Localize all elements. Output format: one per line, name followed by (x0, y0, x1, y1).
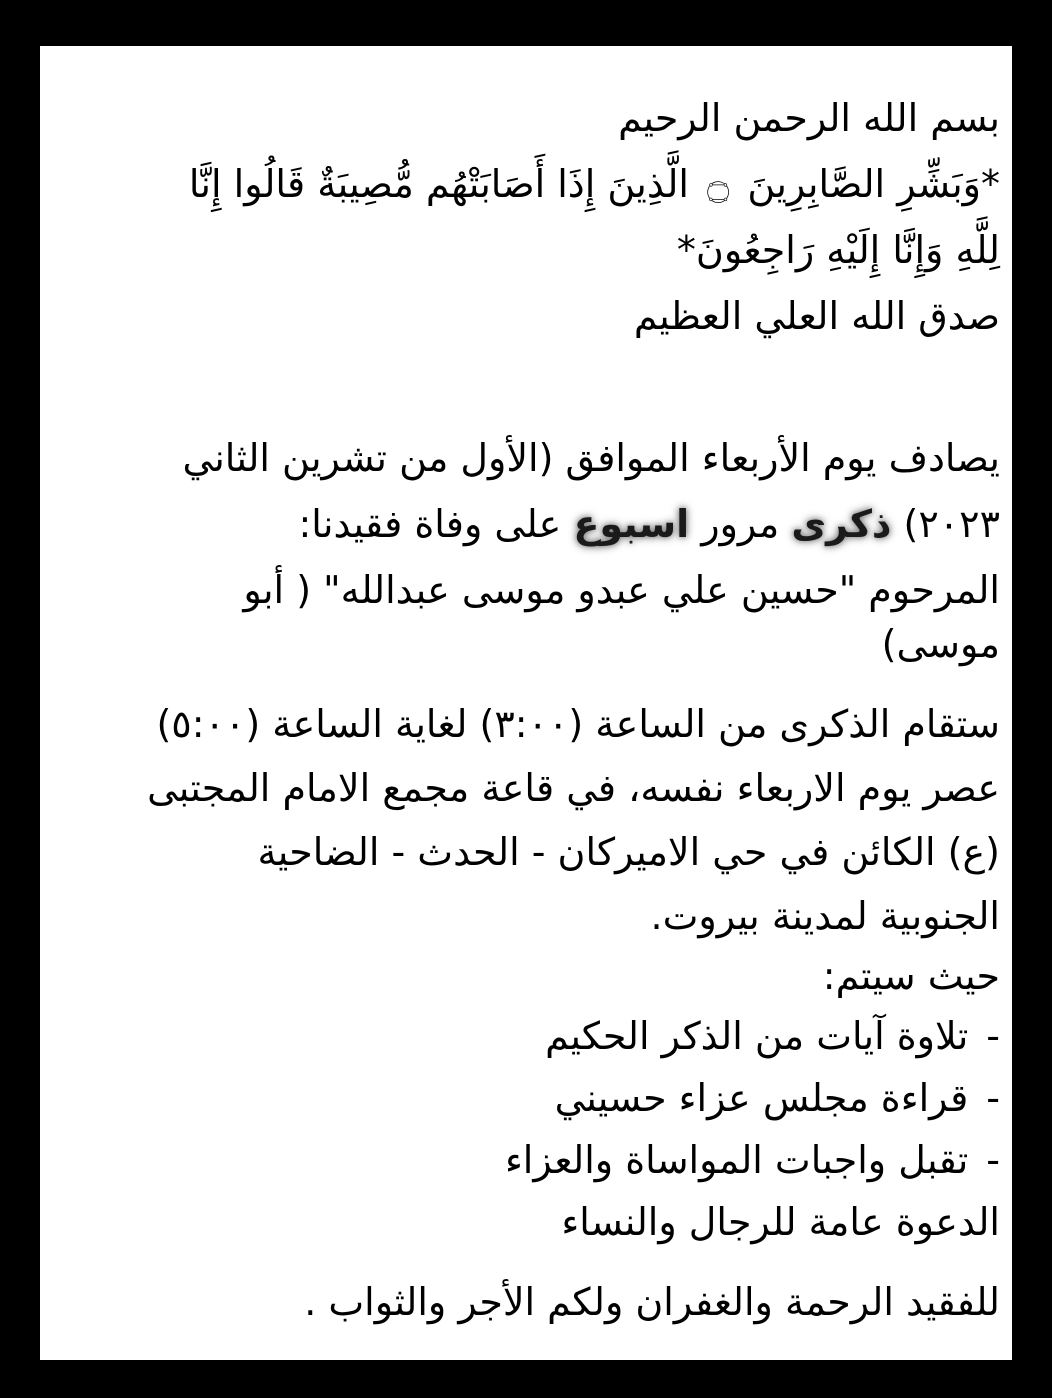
program-heading: حيث سيتم: (822, 954, 1000, 998)
quran-verse-line-1 (48, 152, 1000, 216)
announcement-bottom-panel (40, 674, 1012, 1360)
bullet-dash: - (986, 1076, 1000, 1120)
program-item-text: قراءة مجلس عزاء حسيني (554, 1076, 969, 1120)
announcement-ala-wafat: على وفاة فقيدنا: (298, 502, 562, 546)
announcement-top-panel (40, 46, 1012, 674)
program-item-text: تلاوة آيات من الذكر الحكيم (545, 1014, 969, 1058)
verse-part-b: الَّذِينَ إِذَا أَصَابَتْهُم مُّصِيبَةٌ قَالُوا إِنَّا (188, 162, 689, 206)
announcement-line-1: يصادف يوم الأربعاء الموافق (الأول من تشرين الثاني (182, 436, 1000, 480)
condolence-line: للفقيد الرحمة والغفران ولكم الأجر والثواب . (304, 1280, 1000, 1324)
program-item-text: تقبل واجبات المواساة والعزاء (504, 1138, 969, 1182)
announcement-line-2 (48, 492, 1000, 556)
deceased-name-line-1: المرحوم "حسين علي عبدو موسى عبدالله" ( أبو (243, 568, 1000, 612)
details-line-3: (ع) الكائن في حي الاميركان - الحدث - الضاحية (257, 830, 1000, 874)
details-line-4: الجنوبية لمدينة بيروت. (650, 894, 1000, 938)
verse-closing: صدق الله العلي العظيم (633, 294, 1000, 338)
basmala: بسم الله الرحمن الرحيم (618, 96, 1000, 140)
verse-part-a: *وَبَشِّرِ الصَّابِرِينَ (747, 162, 1000, 206)
verse-end-marker: ۝ (707, 162, 730, 206)
bullet-dash: - (986, 1138, 1000, 1182)
announcement-year: ٢٠٢٣) (903, 502, 1000, 546)
announcement-murur: مرور (701, 502, 780, 546)
invitation-line: الدعوة عامة للرجال والنساء (561, 1200, 1000, 1244)
quran-verse-line-2: لِلَّهِ وَإِنَّا إِلَيْهِ رَاجِعُونَ* (676, 228, 1000, 272)
program-item (505, 1128, 1000, 1192)
highlight-word-dhikra: ذكرى (791, 502, 892, 546)
bullet-dash: - (986, 1014, 1000, 1058)
details-line-2: عصر يوم الاربعاء نفسه، في قاعة مجمع الامام المجتبى (147, 766, 1000, 810)
program-item (545, 1004, 1000, 1068)
deceased-name-line-2: موسى) (881, 622, 1000, 666)
program-item (555, 1066, 1000, 1130)
details-line-1: ستقام الذكرى من الساعة (٣:٠٠) لغاية الساعة (٥:٠٠) (156, 702, 1000, 746)
highlight-word-usbou: اسبوع (573, 502, 690, 546)
